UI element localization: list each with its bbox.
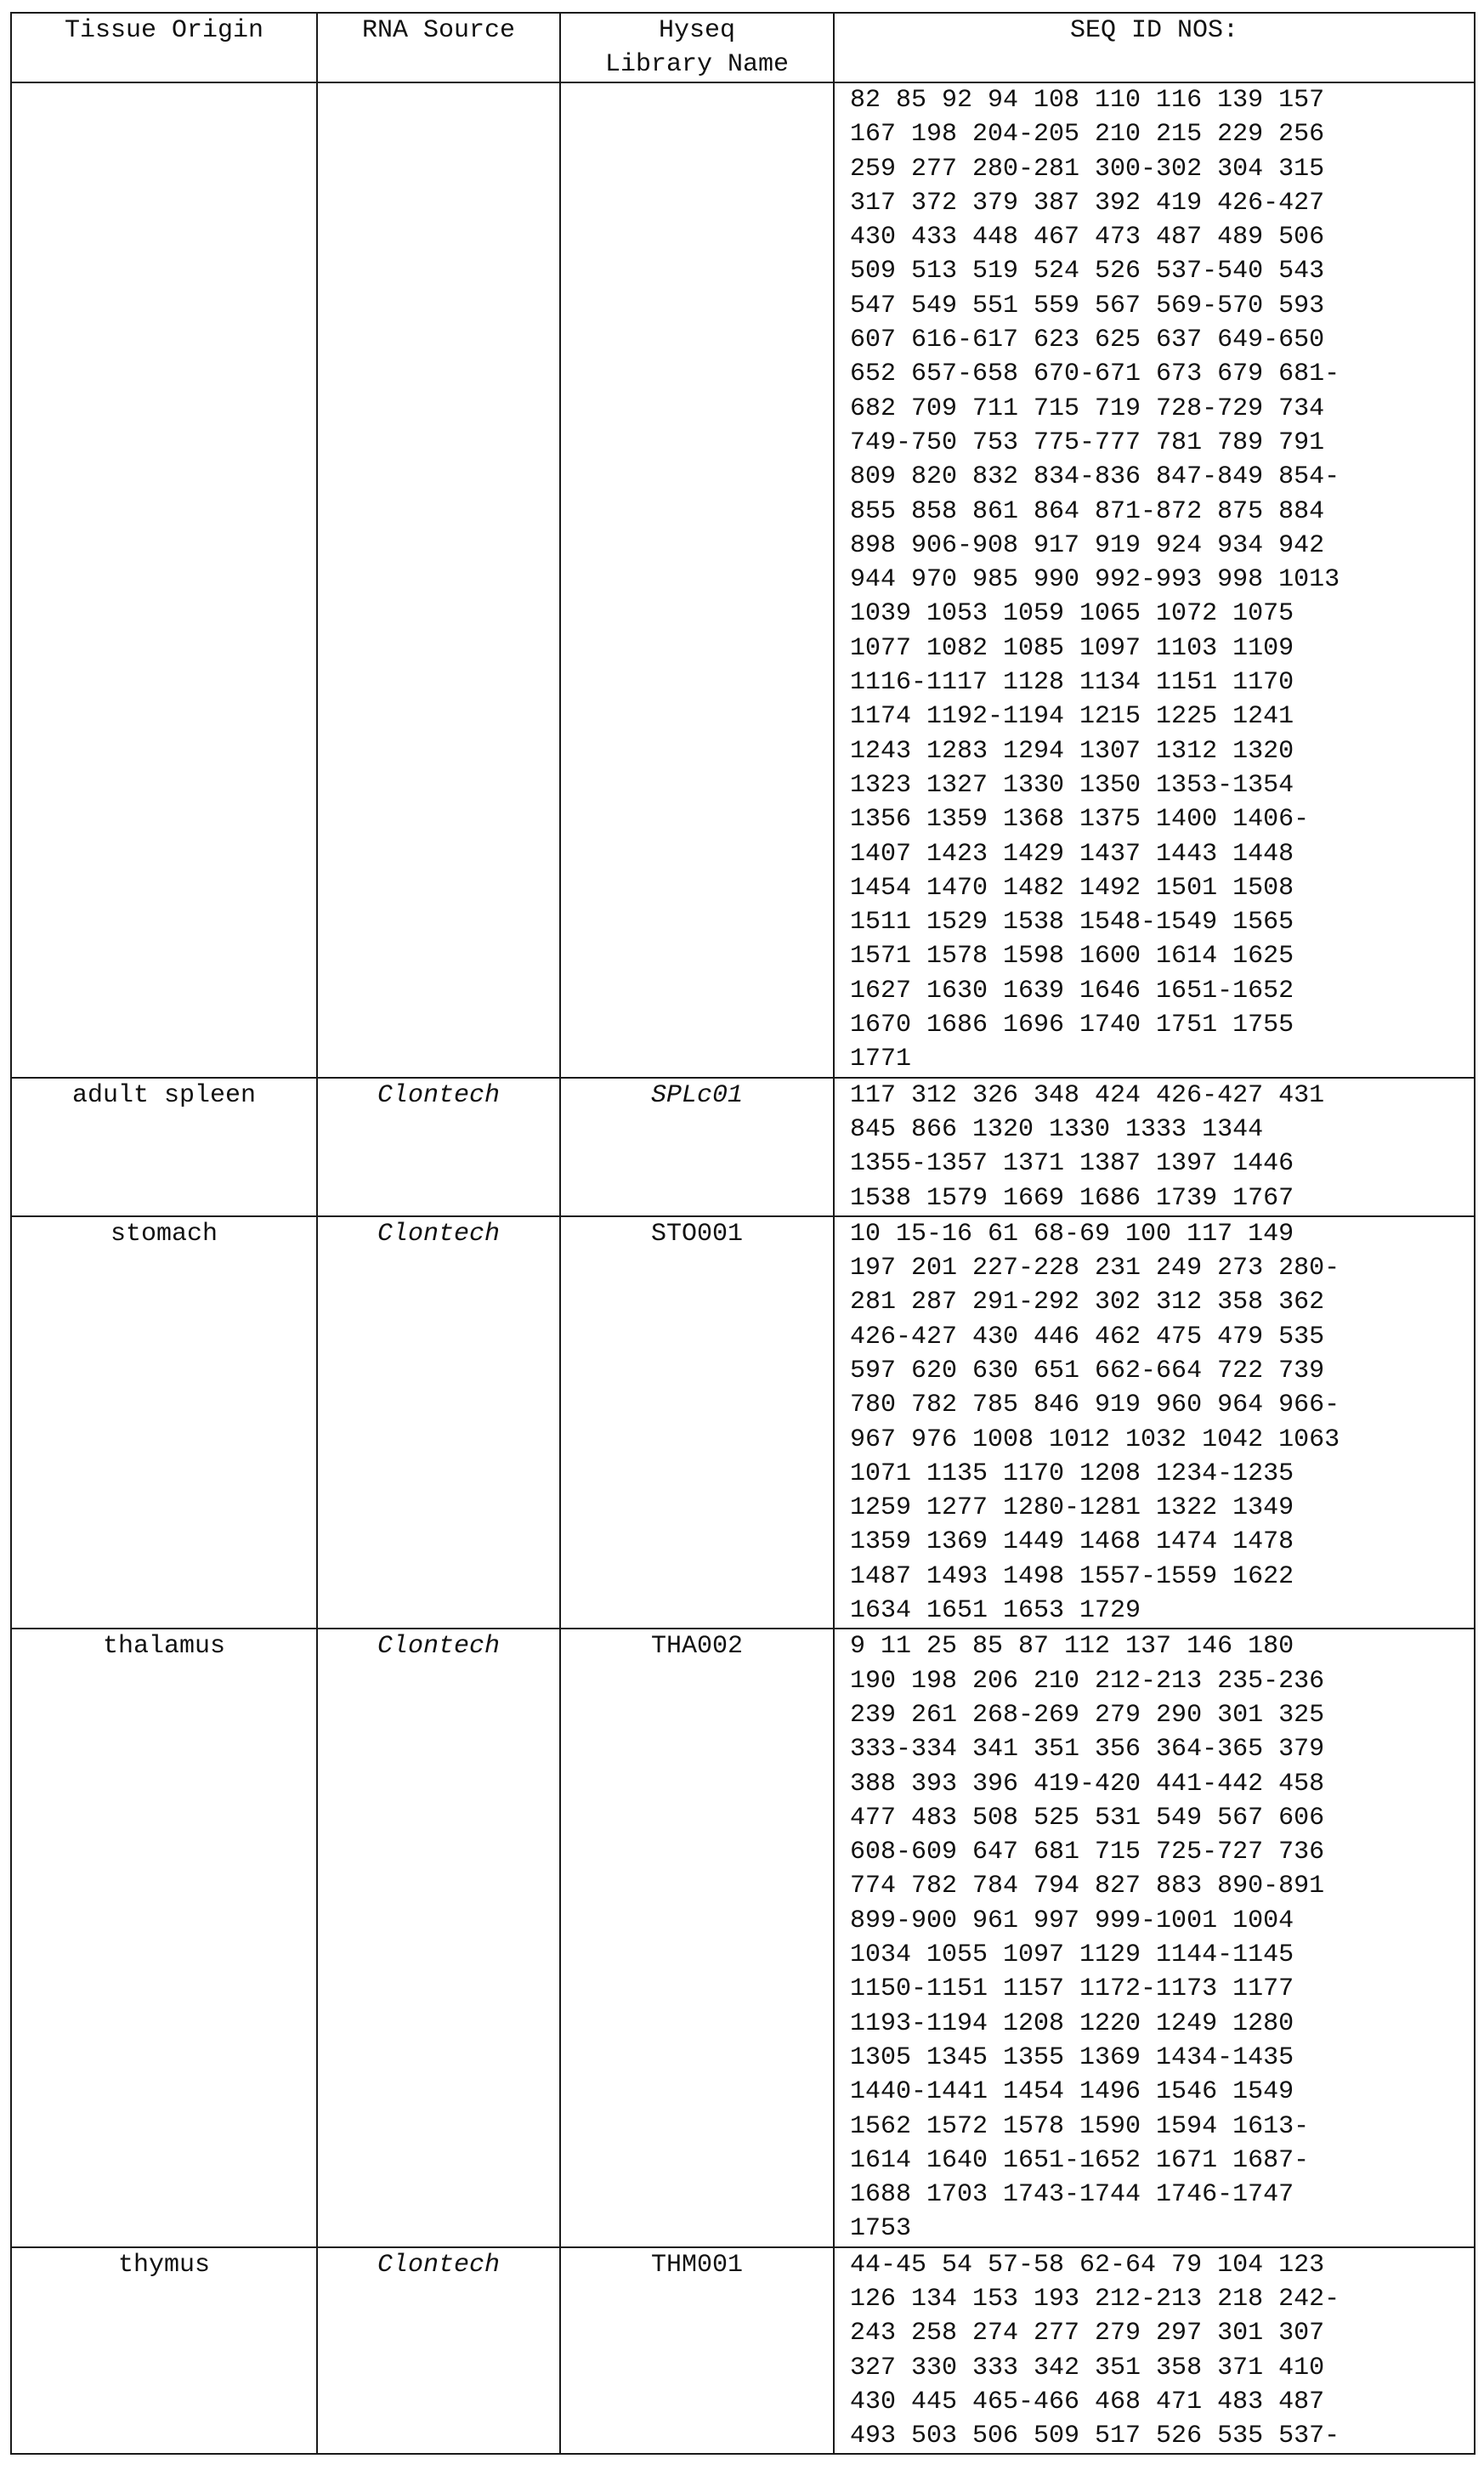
tissue-origin-cell: [11, 82, 317, 1078]
seq-id-line: 967 976 1008 1012 1032 1042 1063: [850, 1425, 1340, 1454]
seq-id-line: 197 201 227-228 231 249 273 280-: [850, 1254, 1340, 1283]
seq-id-line: 117 312 326 348 424 426-427 431: [850, 1080, 1325, 1110]
seq-id-line: 281 287 291-292 302 312 358 362: [850, 1288, 1325, 1317]
seq-id-line: 477 483 508 525 531 549 567 606: [850, 1803, 1325, 1833]
seq-id-line: 1359 1369 1449 1468 1474 1478: [850, 1527, 1294, 1557]
seq-id-line: 749-750 753 775-777 781 789 791: [850, 428, 1325, 457]
seq-id-line: 652 657-658 670-671 673 679 681-: [850, 360, 1340, 389]
table-row: [11, 1078, 1475, 1216]
seq-id-line: 1039 1053 1059 1065 1072 1075: [850, 599, 1294, 629]
seq-id-line: 1259 1277 1280-1281 1322 1349: [850, 1493, 1294, 1523]
seq-id-line: 597 620 630 651 662-664 722 739: [850, 1356, 1325, 1385]
seq-id-line: 1753: [850, 2214, 912, 2244]
seq-id-line: 317 372 379 387 392 419 426-427: [850, 188, 1325, 218]
seq-id-line: 167 198 204-205 210 215 229 256: [850, 120, 1325, 150]
seq-id-table: [10, 12, 1476, 2455]
seq-id-line: 1771: [850, 1045, 912, 1074]
seq-id-line: 1614 1640 1651-1652 1671 1687-: [850, 2145, 1310, 2175]
seq-id-line: 10 15-16 61 68-69 100 117 149: [850, 1219, 1294, 1249]
seq-id-line: 1538 1579 1669 1686 1739 1767: [850, 1183, 1294, 1213]
seq-id-line: 1670 1686 1696 1740 1751 1755: [850, 1011, 1294, 1040]
seq-id-line: 774 782 784 794 827 883 890-891: [850, 1872, 1325, 1901]
seq-id-line: 944 970 985 990 992-993 998 1013: [850, 565, 1340, 595]
rna-source-cell: Clontech: [317, 1078, 560, 1216]
seq-id-line: 780 782 785 846 919 960 964 966-: [850, 1391, 1340, 1420]
seq-id-line: 239 261 268-269 279 290 301 325: [850, 1700, 1325, 1730]
seq-id-line: 430 433 448 467 473 487 489 506: [850, 223, 1325, 252]
library-name-cell: THM001: [560, 2247, 834, 2455]
library-name-cell: STO001: [560, 1216, 834, 1629]
seq-id-line: 845 866 1320 1330 1333 1344: [850, 1114, 1264, 1144]
seq-id-line: 1562 1572 1578 1590 1594 1613-: [850, 2111, 1310, 2141]
seq-id-line: 190 198 206 210 212-213 235-236: [850, 1666, 1325, 1696]
seq-id-line: 333-334 341 351 356 364-365 379: [850, 1735, 1325, 1765]
rna-source-cell: Clontech: [317, 2247, 560, 2455]
seq-id-line: 1243 1283 1294 1307 1312 1320: [850, 736, 1294, 766]
seq-id-cell: [834, 1629, 1475, 2246]
seq-id-line: 126 134 153 193 212-213 218 242-: [850, 2285, 1340, 2314]
seq-id-line: 1150-1151 1157 1172-1173 1177: [850, 1974, 1294, 2004]
header-rna-source: RNA Source: [317, 13, 560, 82]
seq-id-line: 1355-1357 1371 1387 1397 1446: [850, 1149, 1294, 1179]
header-library-line-2: Library Name: [604, 50, 790, 79]
seq-id-line: 1323 1327 1330 1350 1353-1354: [850, 770, 1294, 800]
seq-id-line: 243 258 274 277 279 297 301 307: [850, 2319, 1325, 2348]
tissue-origin-cell: stomach: [11, 1216, 317, 1629]
seq-id-line: 493 503 506 509 517 526 535 537-: [850, 2422, 1340, 2451]
header-row: [11, 13, 1475, 82]
seq-id-line: 1440-1441 1454 1496 1546 1549: [850, 2077, 1294, 2107]
table-row: [11, 1629, 1475, 2246]
seq-id-line: 1688 1703 1743-1744 1746-1747: [850, 2180, 1294, 2210]
seq-id-line: 426-427 430 446 462 475 479 535: [850, 1322, 1325, 1351]
seq-id-cell: [834, 2247, 1475, 2455]
seq-id-cell: [834, 1216, 1475, 1629]
seq-id-line: 388 393 396 419-420 441-442 458: [850, 1769, 1325, 1799]
tissue-origin-cell: thalamus: [11, 1629, 317, 2246]
seq-id-line: 430 445 465-466 468 471 483 487: [850, 2387, 1325, 2416]
tissue-origin-cell: thymus: [11, 2247, 317, 2455]
rna-source-cell: [317, 82, 560, 1078]
seq-id-line: 9 11 25 85 87 112 137 146 180: [850, 1632, 1294, 1662]
seq-id-line: 1034 1055 1097 1129 1144-1145: [850, 1940, 1294, 1970]
seq-id-line: 1511 1529 1538 1548-1549 1565: [850, 908, 1294, 938]
seq-id-line: 1571 1578 1598 1600 1614 1625: [850, 942, 1294, 972]
library-name-cell: THA002: [560, 1629, 834, 2246]
rna-source-cell: Clontech: [317, 1629, 560, 2246]
seq-id-line: 899-900 961 997 999-1001 1004: [850, 1906, 1294, 1935]
seq-id-line: 1627 1630 1639 1646 1651-1652: [850, 976, 1294, 1006]
seq-id-line: 1356 1359 1368 1375 1400 1406-: [850, 805, 1310, 835]
seq-id-line: 1174 1192-1194 1215 1225 1241: [850, 702, 1294, 732]
tissue-origin-cell: adult spleen: [11, 1078, 317, 1216]
seq-id-line: 1193-1194 1208 1220 1249 1280: [850, 2008, 1294, 2038]
seq-id-line: 509 513 519 524 526 537-540 543: [850, 257, 1325, 286]
seq-id-line: 327 330 333 342 351 358 371 410: [850, 2353, 1325, 2382]
seq-id-line: 855 858 861 864 871-872 875 884: [850, 496, 1325, 526]
header-library-name: [560, 13, 834, 82]
table-row: [11, 1216, 1475, 1629]
table-row: [11, 2247, 1475, 2455]
seq-id-line: 1116-1117 1128 1134 1151 1170: [850, 668, 1294, 698]
seq-id-line: 1305 1345 1355 1369 1434-1435: [850, 2042, 1294, 2072]
seq-id-line: 1077 1082 1085 1097 1103 1109: [850, 633, 1294, 663]
rna-source-cell: Clontech: [317, 1216, 560, 1629]
table-row: [11, 82, 1475, 1078]
seq-id-line: 898 906-908 917 919 924 934 942: [850, 530, 1325, 560]
seq-id-cell: [834, 1078, 1475, 1216]
seq-id-line: 82 85 92 94 108 110 116 139 157: [850, 86, 1325, 115]
header-seq-id-nos: SEQ ID NOS:: [834, 13, 1475, 82]
seq-id-line: 1454 1470 1482 1492 1501 1508: [850, 873, 1294, 903]
seq-id-cell: [834, 82, 1475, 1078]
seq-id-line: 682 709 711 715 719 728-729 734: [850, 394, 1325, 423]
header-tissue-origin: Tissue Origin: [11, 13, 317, 82]
library-name-cell: SPLc01: [560, 1078, 834, 1216]
seq-id-line: 608-609 647 681 715 725-727 736: [850, 1838, 1325, 1867]
seq-id-line: 1634 1651 1653 1729: [850, 1596, 1141, 1626]
seq-id-line: 607 616-617 623 625 637 649-650: [850, 326, 1325, 355]
seq-id-line: 259 277 280-281 300-302 304 315: [850, 154, 1325, 184]
library-name-cell: [560, 82, 834, 1078]
seq-id-line: 44-45 54 57-58 62-64 79 104 123: [850, 2250, 1325, 2280]
seq-id-line: 1407 1423 1429 1437 1443 1448: [850, 839, 1294, 869]
seq-id-line: 1487 1493 1498 1557-1559 1622: [850, 1561, 1294, 1591]
seq-id-line: 809 820 832 834-836 847-849 854-: [850, 462, 1340, 492]
seq-id-line: 547 549 551 559 567 569-570 593: [850, 291, 1325, 320]
header-library-line-1: Hyseq: [658, 16, 735, 45]
seq-id-line: 1071 1135 1170 1208 1234-1235: [850, 1459, 1294, 1488]
